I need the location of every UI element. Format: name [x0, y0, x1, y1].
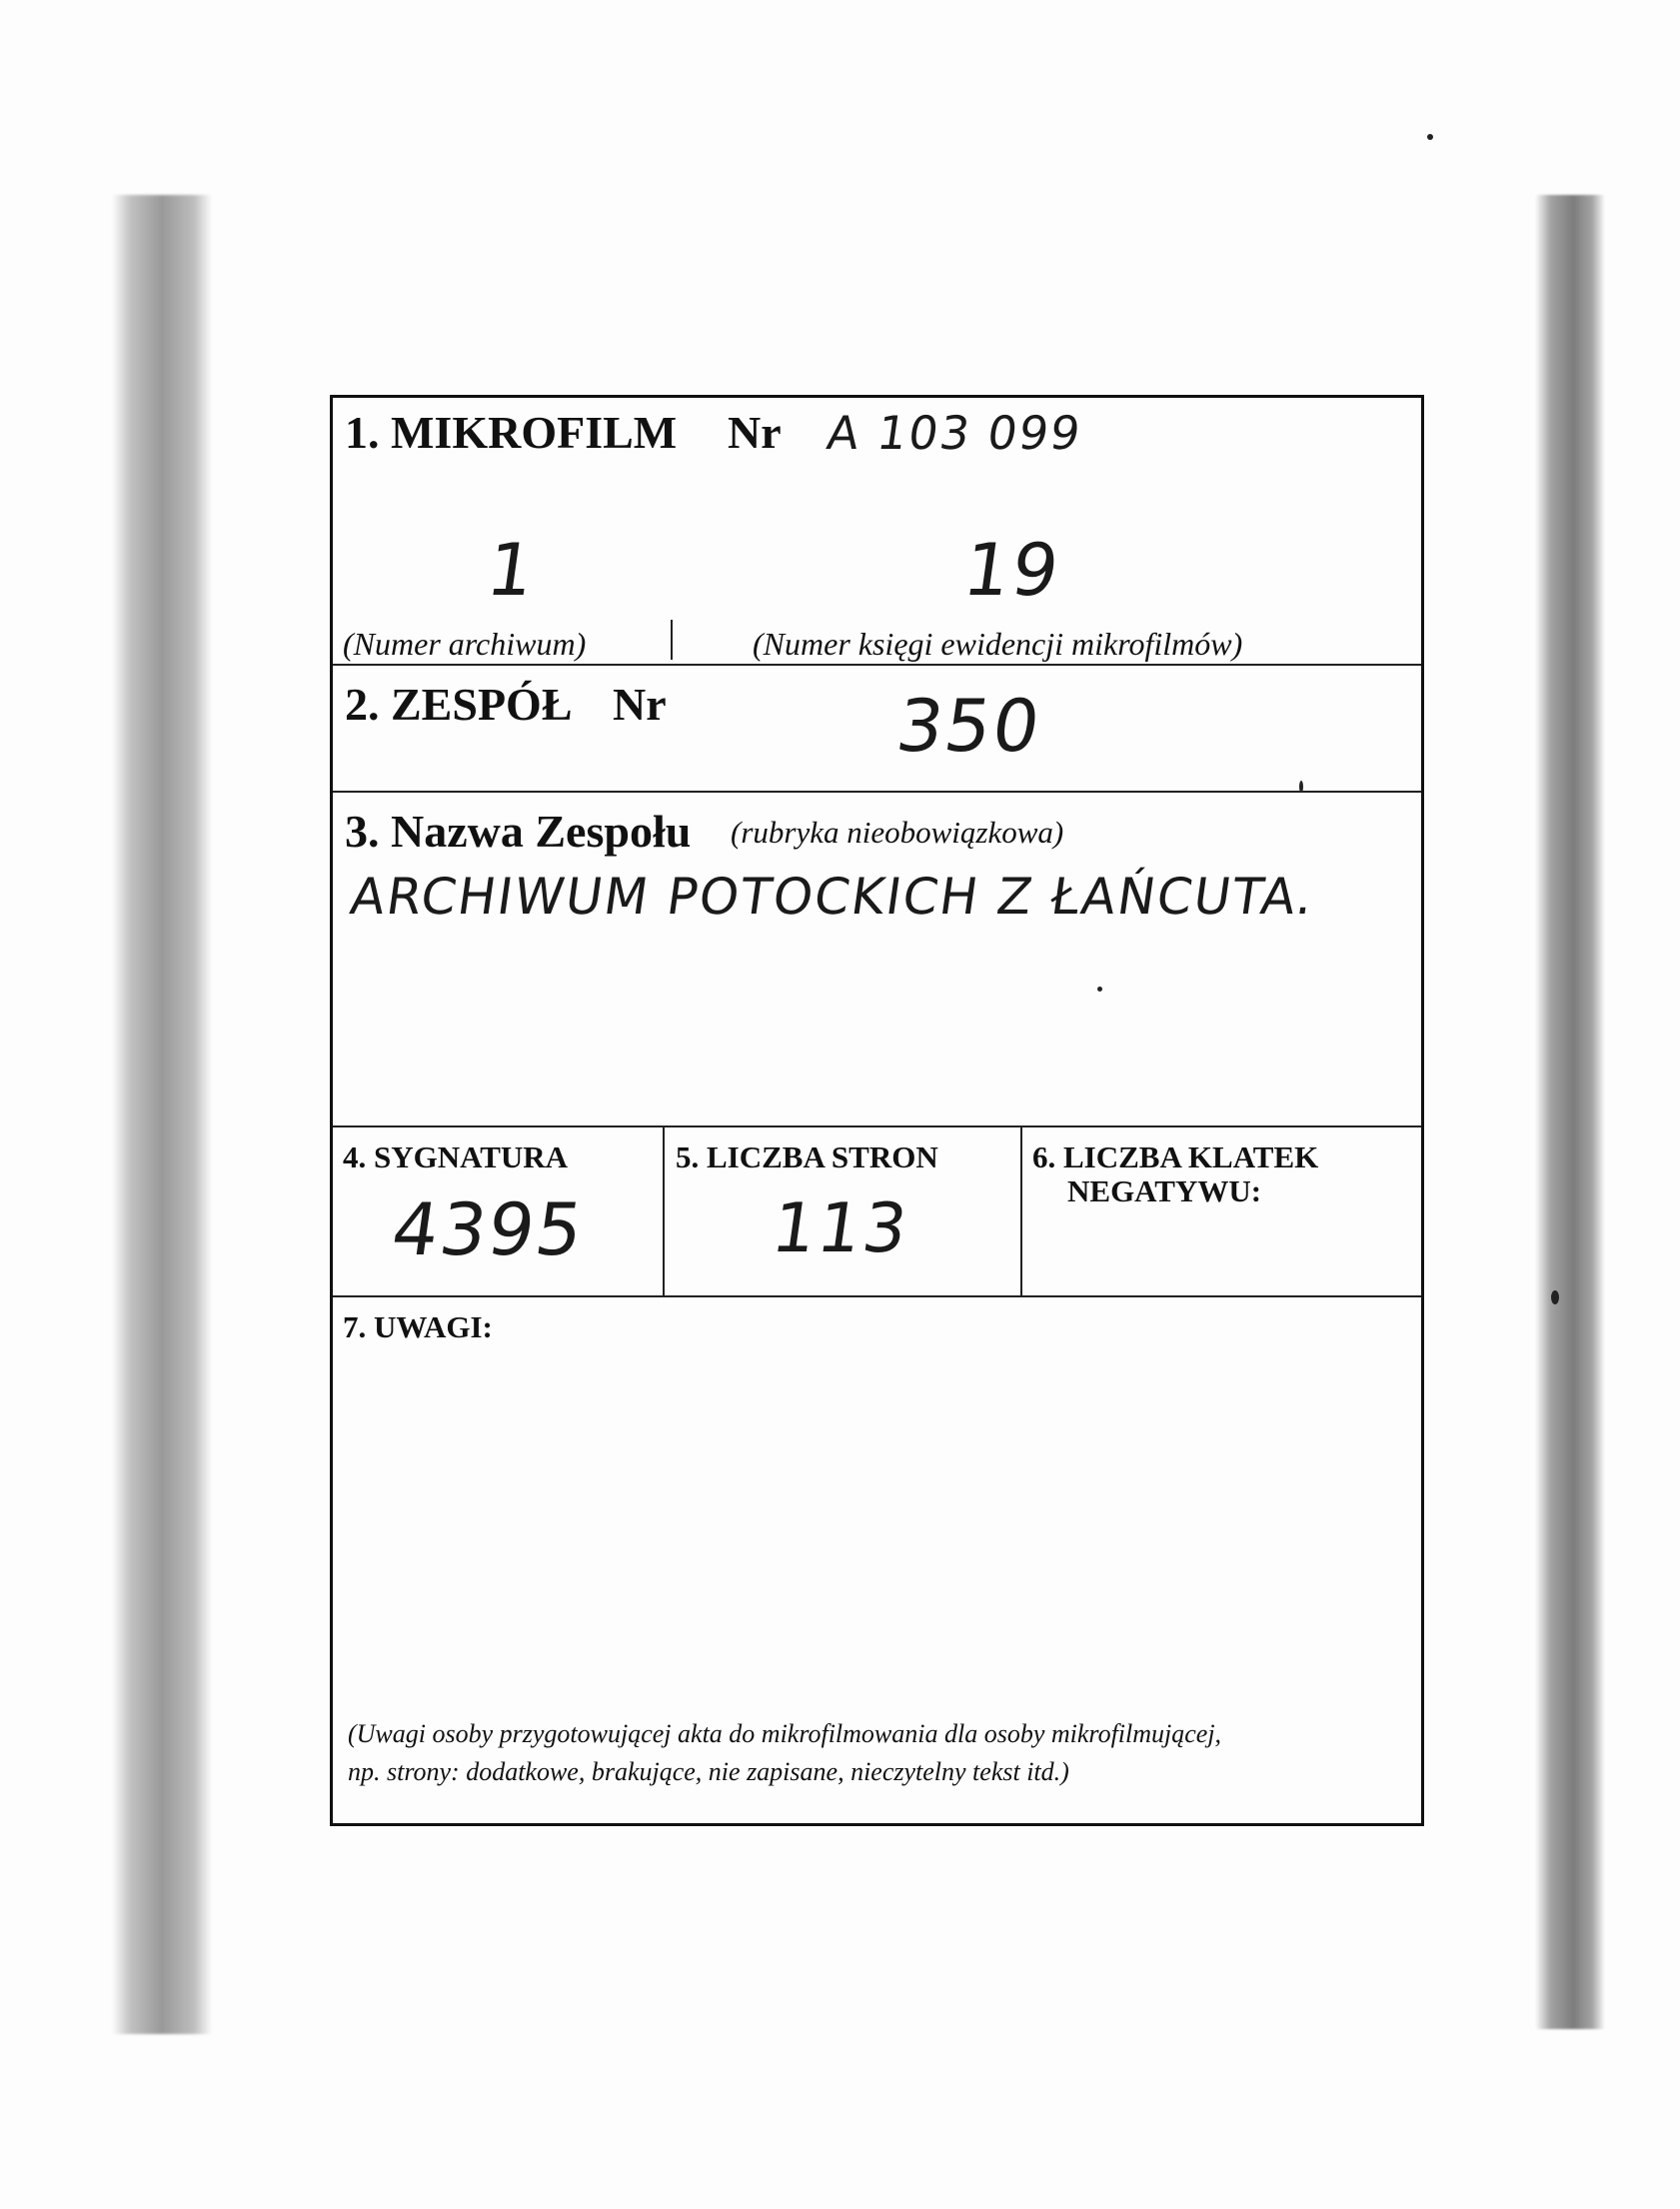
- field-microfilm: [333, 398, 1421, 666]
- fonds-number-handwritten: 350: [891, 684, 1047, 768]
- page-count-label: 5. LICZBA STRON: [676, 1139, 938, 1174]
- ledger-number-caption: (Numer księgi ewidencji mikrofilmów): [753, 626, 1243, 662]
- fonds-label: 2. ZESPÓŁ: [345, 679, 573, 730]
- remarks-instruction: [348, 1715, 1221, 1791]
- fonds-name-handwritten: ARCHIWUM POTOCKICH Z ŁAŃCUTA.: [346, 868, 1319, 926]
- remarks-label: 7. UWAGI:: [343, 1309, 493, 1344]
- scan-shadow-left: [112, 195, 212, 2034]
- field-row-signature-pages-frames: [333, 1127, 1421, 1297]
- column-divider-2: [1020, 1127, 1022, 1297]
- signature-label: 4. SYGNATURA: [343, 1139, 569, 1174]
- field-fonds: [333, 666, 1421, 793]
- archive-number-handwritten: 1: [482, 528, 542, 612]
- archive-number-caption: (Numer archiwum): [343, 626, 587, 662]
- ledger-number-handwritten: 19: [958, 528, 1066, 612]
- fonds-nr-label: Nr: [613, 679, 667, 730]
- frame-count-label-line1: 6. LICZBA KLATEK: [1032, 1139, 1319, 1174]
- scan-speck: [1427, 134, 1433, 140]
- caption-separator: [671, 620, 673, 660]
- scan-shadow-right: [1535, 195, 1605, 2029]
- fonds-name-label: 3. Nazwa Zespołu: [345, 806, 692, 857]
- field-remarks: [333, 1297, 1421, 1826]
- fonds-name-note: (rubryka nieobowiązkowa): [731, 815, 1064, 850]
- signature-handwritten: 4395: [387, 1187, 591, 1271]
- remarks-instruction-line1: (Uwagi osoby przygotowującej akta do mikrofilmowania dla osoby mikrofilmującej,: [348, 1719, 1222, 1748]
- scan-speck: [1551, 1290, 1559, 1304]
- microfilm-number-handwritten: A 103 099: [824, 406, 1086, 460]
- microfilm-nr-label: Nr: [728, 407, 782, 458]
- microfilm-label: 1. MIKROFILM: [345, 407, 678, 458]
- field-fonds-name: [333, 793, 1421, 1127]
- remarks-instruction-line2: np. strony: dodatkowe, brakujące, nie zapisane, nieczytelny tekst itd.): [348, 1757, 1069, 1786]
- frame-count-label-line2: NEGATYWU:: [1067, 1173, 1262, 1208]
- column-divider-1: [663, 1127, 665, 1297]
- microfilm-form-card: [330, 395, 1424, 1826]
- page-count-handwritten: 113: [767, 1189, 914, 1268]
